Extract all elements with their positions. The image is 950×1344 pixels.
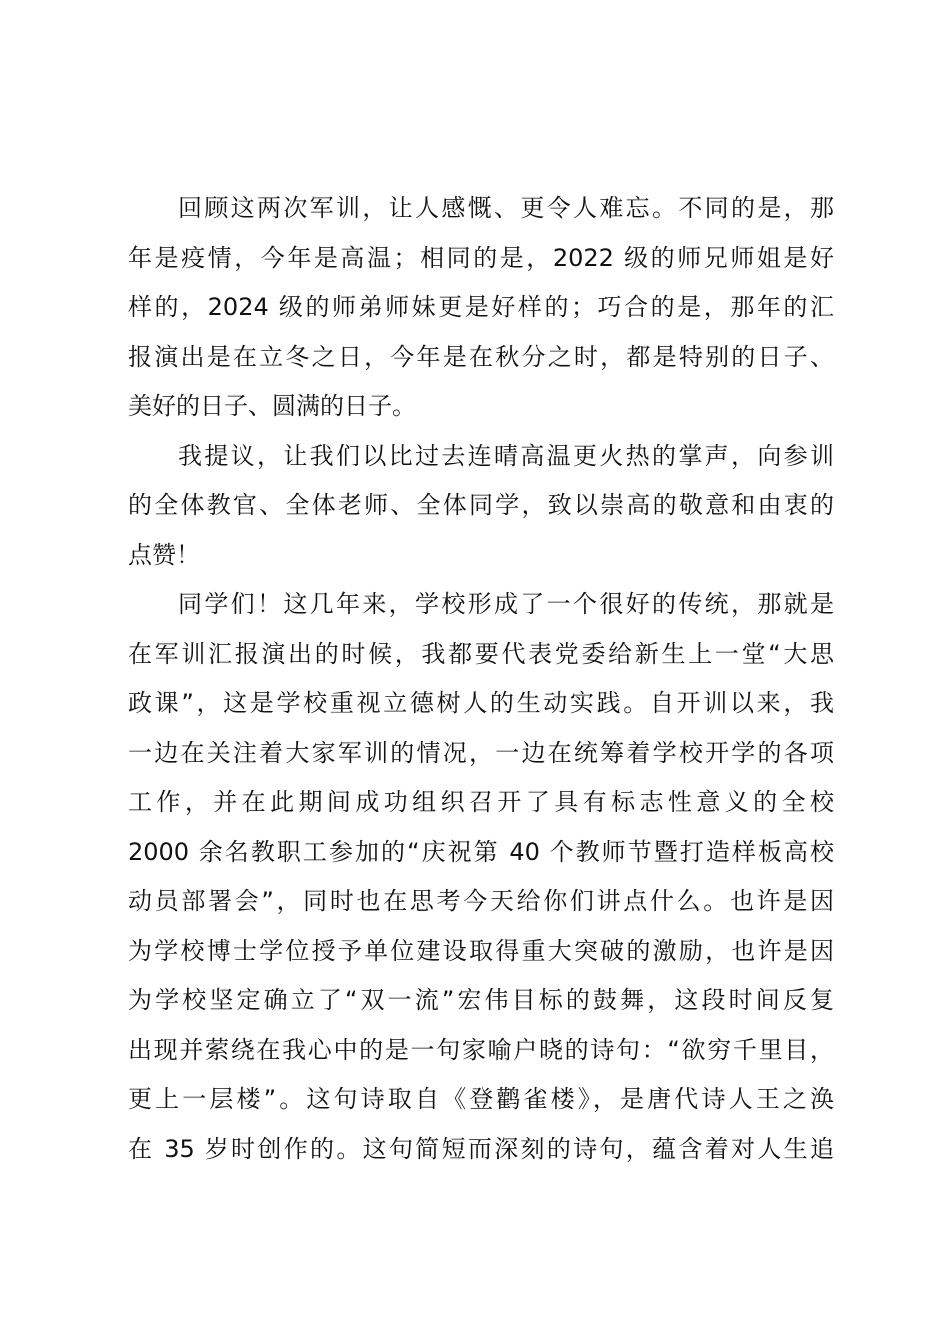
text-line: 回顾这两次军训，让人感慨、更令人难忘。不同的是，那 [178,194,834,222]
text-line: 更上一层楼”。这句诗取自《登鹳雀楼》，是唐代诗人王之涣 [128,1085,834,1113]
text-line: 年是疫情，今年是高温；相同的是，2022 级的师兄师姐是好 [128,243,834,272]
text-line: 报演出是在立冬之日，今年是在秋分之时，都是特别的日子、 [128,342,834,371]
text-line: 在 35 岁时创作的。这句简短而深刻的诗句，蕴含着对人生追 [128,1134,834,1163]
paragraph-3 [128,580,834,1174]
text-line: 在军训汇报演出的时候，我都要代表党委给新生上一堂“大思 [128,639,834,668]
text-line: 我提议，让我们以比过去连晴高温更火热的掌声，向参训 [178,441,834,470]
text-line: 政课”，这是学校重视立德树人的生动实践。自开训以来，我 [128,689,834,717]
text-line: 2000 余名教职工参加的“庆祝第 40 个教师节暨打造样板高校 [128,837,834,866]
text-line: 工作，并在此期间成功组织召开了具有标志性意义的全校 [128,788,834,816]
text-line: 同学们！这几年来，学校形成了一个很好的传统，那就是 [178,590,834,618]
text-line: 为学校坚定确立了“双一流”宏伟目标的鼓舞，这段时间反复 [128,986,834,1014]
text-line: 动员部署会”，同时也在思考今天给你们讲点什么。也许是因 [128,887,834,915]
paragraph-2 [128,432,834,581]
text-line: 为学校博士学位授予单位建设取得重大突破的激励，也许是因 [128,936,834,965]
body-text [128,184,834,1174]
text-line: 一边在关注着大家军训的情况，一边在统筹着学校开学的各项 [128,738,834,767]
text-line: 出现并萦绕在我心中的是一句家喻户晓的诗句：“欲穷千里目， [128,1035,834,1064]
text-line: 样的，2024 级的师弟师妹更是好样的；巧合的是，那年的汇 [128,293,834,321]
text-line: 的全体教官、全体老师、全体同学，致以崇高的敬意和由衷的 [128,491,834,519]
paragraph-1 [128,184,834,432]
text-line: 点赞！ [128,540,200,569]
text-line: 美好的日子、圆满的日子。 [128,392,416,420]
